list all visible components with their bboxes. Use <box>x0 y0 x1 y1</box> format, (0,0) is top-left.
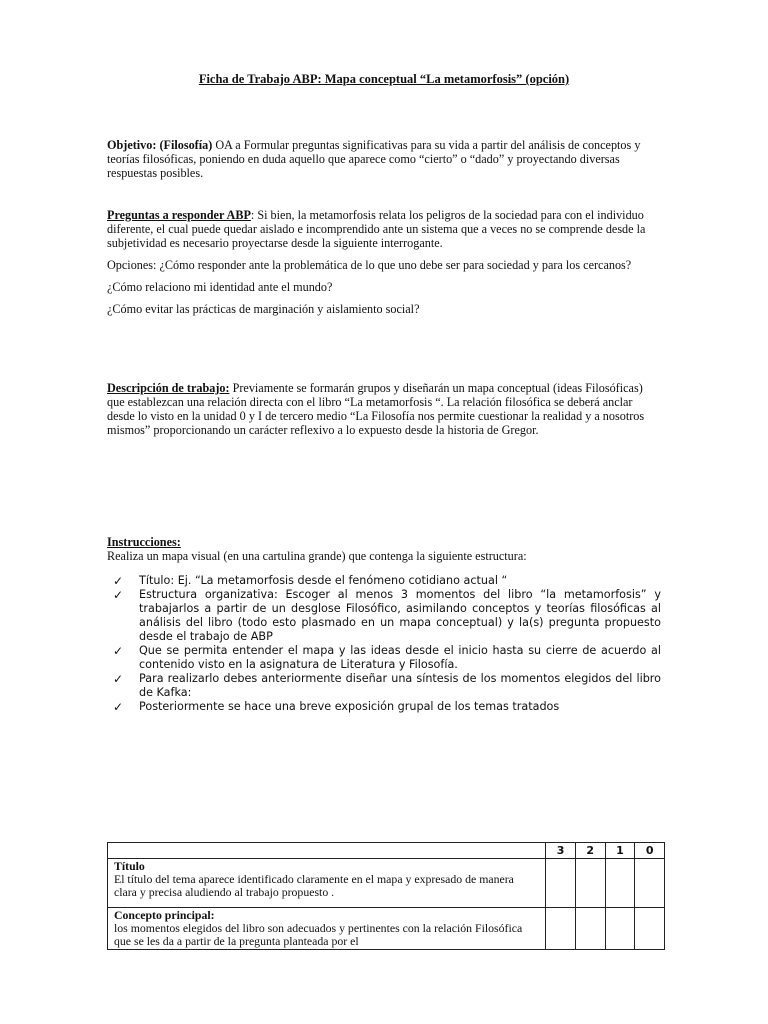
score-header-1: 1 <box>605 843 635 859</box>
rubric-header-blank <box>108 843 546 859</box>
checklist-item-text: Para realizarlo debes anteriormente diseñar una síntesis de los momentos elegidos del libro de Kafka: <box>139 672 661 699</box>
check-icon: ✓ <box>113 672 124 686</box>
instrucciones-intro: Realiza un mapa visual (en una cartulina grande) que contenga la siguiente estructura: <box>107 549 527 563</box>
check-icon: ✓ <box>113 700 124 714</box>
score-cell[interactable] <box>546 859 576 908</box>
objetivo-text: OA a Formular preguntas significativas para su vida a partir del análisis de conceptos y teorías filosóficas, poniendo en duda aquello que aparece como “cierto” o “dado” y proyectando diversas respuestas posibles. <box>107 138 641 180</box>
score-cell[interactable] <box>575 859 605 908</box>
pregunta-marginacion: ¿Cómo evitar las prácticas de marginación y aislamiento social? <box>107 302 420 316</box>
check-icon: ✓ <box>113 588 124 602</box>
checklist-item <box>113 588 661 644</box>
rubric-table <box>107 842 665 950</box>
rubric-criterion-heading: Título <box>114 859 145 873</box>
checklist-item <box>113 574 661 588</box>
preguntas-text: : Si bien, la metamorfosis relata los peligros de la sociedad para con el individuo diferente, el cual puede quedar aislado e incomprendido ante un sistema que a veces no se comprende desde la subjetividad es necesario proyectarse desde la siguiente interrogante. <box>107 208 646 250</box>
rubric-row <box>108 859 665 908</box>
preguntas-opciones: Opciones: ¿Cómo responder ante la problemática de lo que uno debe ser para sociedad y para los cercanos? <box>107 258 632 272</box>
document-title: Ficha de Trabajo ABP: Mapa conceptual “La metamorfosis” (opción) <box>198 72 570 86</box>
score-cell[interactable] <box>635 859 665 908</box>
descripcion-section <box>107 381 662 437</box>
checklist-item-text: Posteriormente se hace una breve exposición grupal de los temas tratados <box>139 700 560 713</box>
score-cell[interactable] <box>605 859 635 908</box>
check-icon: ✓ <box>113 644 124 658</box>
preguntas-label: Preguntas a responder ABP <box>107 208 251 222</box>
score-header-2: 2 <box>575 843 605 859</box>
score-header-3: 3 <box>546 843 576 859</box>
checklist-item <box>113 644 661 672</box>
score-cell[interactable] <box>546 908 576 950</box>
checklist-item-text: Título: Ej. “La metamorfosis desde el fenómeno cotidiano actual “ <box>139 574 508 587</box>
instrucciones-label: Instrucciones: <box>107 535 181 549</box>
rubric-criterion-heading: Concepto principal: <box>114 908 215 922</box>
rubric-row <box>108 908 665 950</box>
rubric-criterion-text: El título del tema aparece identificado claramente en el mapa y expresado de manera clara y precisa aludiendo al trabajo propuesto . <box>114 872 514 899</box>
instrucciones-section <box>107 535 662 563</box>
checklist-item <box>113 700 661 714</box>
check-icon: ✓ <box>113 574 124 588</box>
objetivo-section <box>107 138 662 180</box>
score-cell[interactable] <box>605 908 635 950</box>
checklist-item-text: Que se permita entender el mapa y las ideas desde el inicio hasta su cierre de acuerdo al contenido visto en la asignatura de Literatura y Filosofía. <box>139 644 661 671</box>
descripcion-label: Descripción de trabajo: <box>107 381 230 395</box>
rubric-criterion <box>108 908 546 950</box>
score-cell[interactable] <box>635 908 665 950</box>
rubric-criterion <box>108 859 546 908</box>
preguntas-section <box>107 208 662 316</box>
descripcion-text: Previamente se formarán grupos y diseñarán un mapa conceptual (ideas Filosóficas) que establezcan una relación directa con el libro “La metamorfosis “. La relación filosófica se deberá anclar desde lo visto en la unidad 0 y I de tercero medio “La Filosofía nos permite cuestionar la realidad y a nosotros mismos” proporcionando un carácter reflexivo a lo expuesto desde la historia de Gregor. <box>107 381 645 437</box>
checklist-item <box>113 672 661 700</box>
pregunta-identidad: ¿Cómo relaciono mi identidad ante el mundo? <box>107 280 333 294</box>
objetivo-label: Objetivo: <box>107 138 157 152</box>
rubric-header-row <box>108 843 665 859</box>
score-cell[interactable] <box>575 908 605 950</box>
instrucciones-checklist <box>113 574 661 714</box>
rubric-criterion-text: los momentos elegidos del libro son adecuados y pertinentes con la relación Filosófica que se les da a partir de la pregunta planteada por el <box>114 921 523 948</box>
objetivo-subject: (Filosofía) <box>159 138 213 152</box>
score-header-0: 0 <box>635 843 665 859</box>
checklist-item-text: Estructura organizativa: Escoger al menos 3 momentos del libro “la metamorfosis” y trabajarlos a partir de un desglose Filosófico, asimilando conceptos y teorías filosóficas al análisis del libro (todo esto plasmado en un mapa conceptual) y la(s) pregunta propuesto desde el trabajo de ABP <box>139 588 661 643</box>
